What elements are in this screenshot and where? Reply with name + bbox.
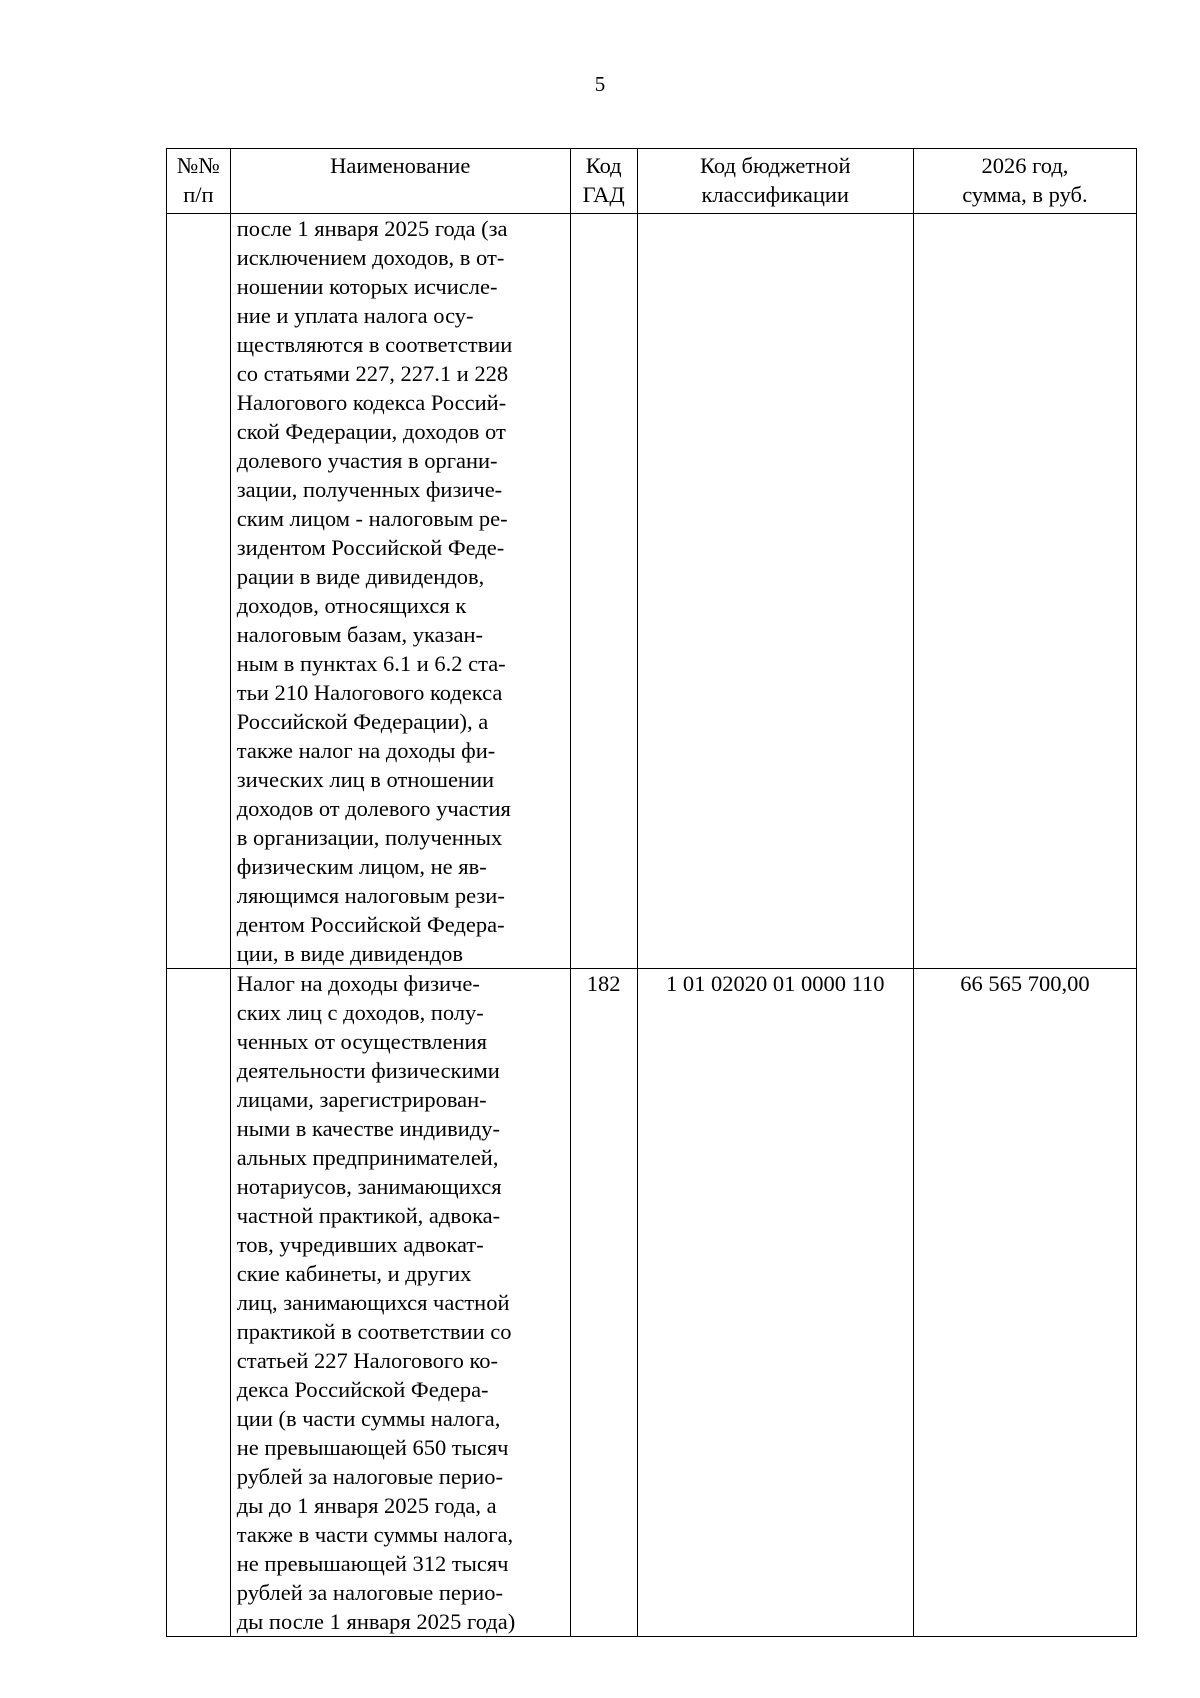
page-number: 5 xyxy=(594,72,606,96)
cell-number xyxy=(167,969,231,1637)
cell-gad-code: 182 xyxy=(570,969,637,1637)
cell-sum: 66 565 700,00 xyxy=(913,969,1136,1637)
header-name: Наименование xyxy=(230,149,570,214)
header-gad-code: Код ГАД xyxy=(570,149,637,214)
cell-name: Налог на доходы физиче- ских лиц с доходов, полу- ченных от осуществления деятельности физическими лицами, зарегистрирован- ными в качестве индивиду- альных предпринимателей, нотариусов, занимающихся частной практикой, адвока- тов, учредивших адвокат- ские кабинеты, и других лиц, занимающихся частной практикой в соответствии со статьей 227 Налогового ко- декса Российской Федера- ции (в части суммы налога, не превышающей 650 тысяч рублей за налоговые перио- ды до 1 января 2025 года, а также в части суммы налога, не превышающей 312 тысяч рублей за налоговые перио- ды после 1 января 2025 года) xyxy=(230,969,570,1637)
cell-gad-code xyxy=(570,214,637,969)
header-number: №№ п/п xyxy=(167,149,231,214)
table-row xyxy=(167,969,1137,1637)
table-header-row xyxy=(167,149,1137,214)
cell-name: после 1 января 2025 года (за исключением доходов, в от- ношении которых исчисле- ние и уплата налога осу- ществляются в соответствии со статьями 227, 227.1 и 228 Налогового кодекса Россий- ской Федерации, доходов от долевого участия в органи- зации, полученных физиче- ским лицом - налоговым ре- зидентом Российской Феде- рации в виде дивидендов, доходов, относящихся к налоговым базам, указан- ным в пунктах 6.1 и 6.2 ста- тьи 210 Налогового кодекса Российской Федерации), а также налог на доходы фи- зических лиц в отношении доходов от долевого участия в организации, полученных физическим лицом, не яв- ляющимся налоговым рези- дентом Российской Федера- ции, в виде дивидендов xyxy=(230,214,570,969)
table-row xyxy=(167,214,1137,969)
cell-budget-classification-code: 1 01 02020 01 0000 110 xyxy=(637,969,913,1637)
header-sum-2026: 2026 год, сумма, в руб. xyxy=(913,149,1136,214)
cell-budget-classification-code xyxy=(637,214,913,969)
cell-sum xyxy=(913,214,1136,969)
header-budget-classification-code: Код бюджетной классификации xyxy=(637,149,913,214)
cell-number xyxy=(167,214,231,969)
budget-revenue-table xyxy=(166,148,1137,1637)
